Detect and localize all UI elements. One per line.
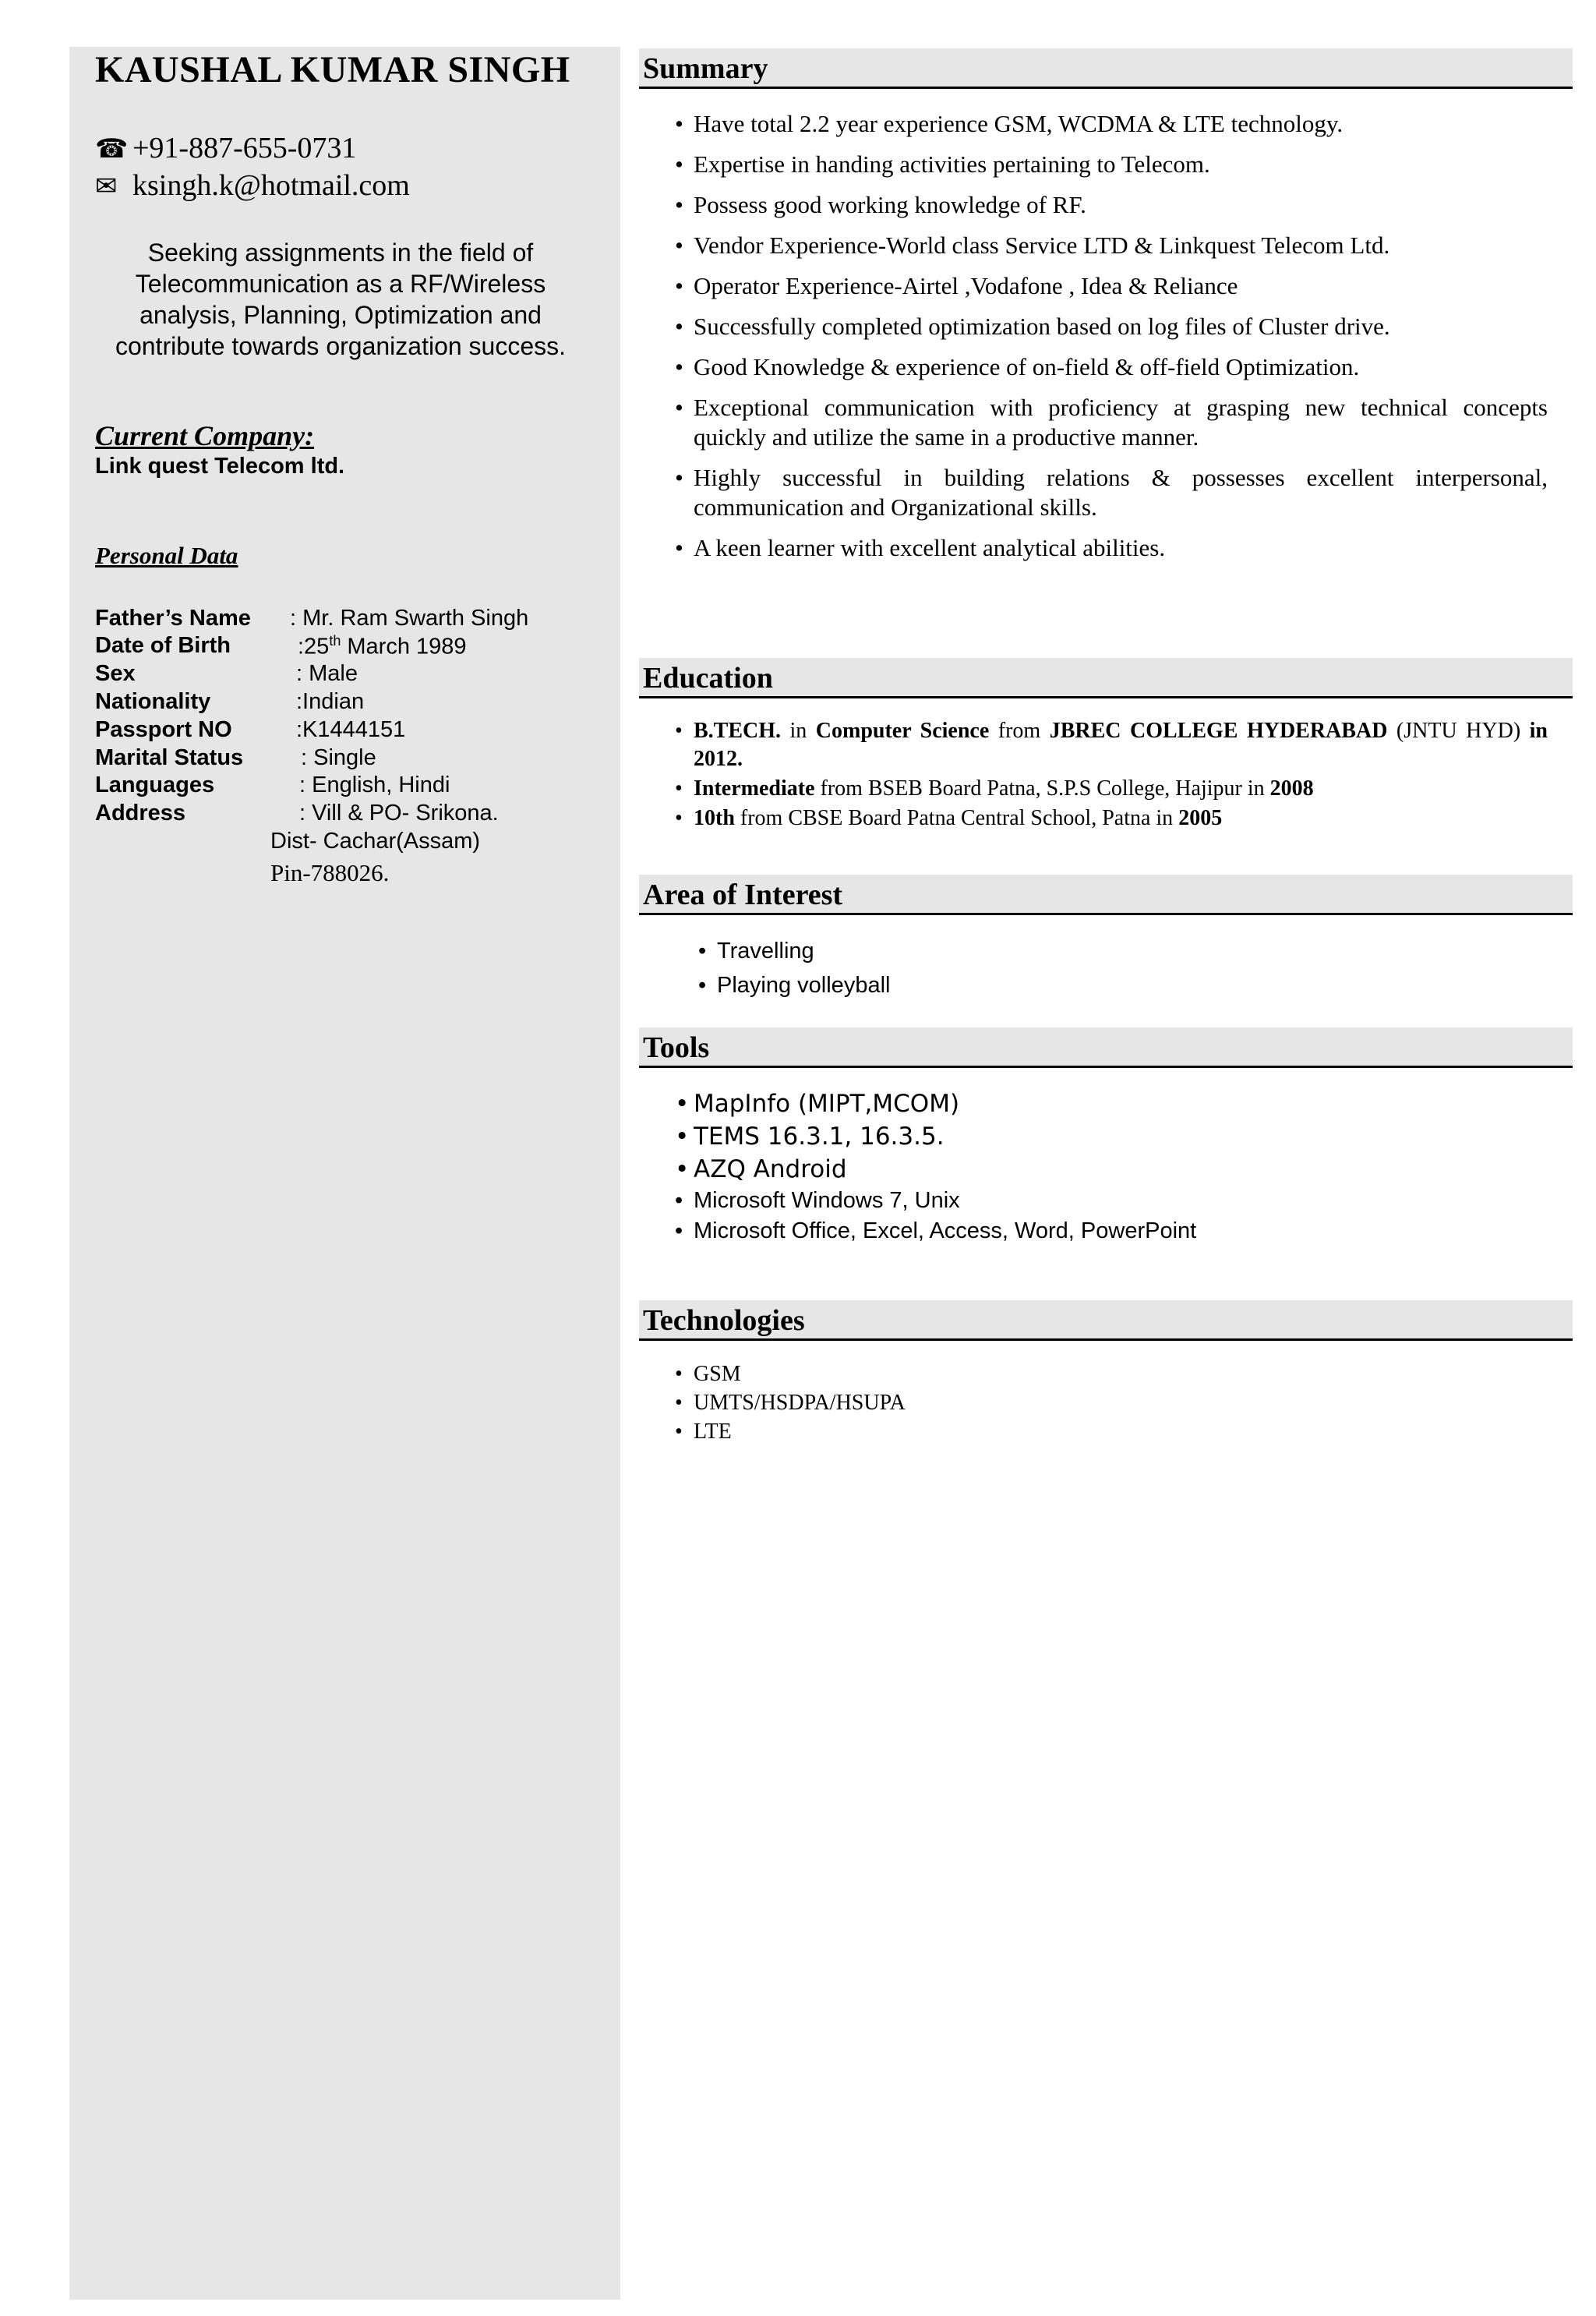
list-item: • Expertise in handing activities pertaining to Telecom. <box>672 150 1548 179</box>
education-item <box>672 775 1548 803</box>
row-label: Languages <box>95 773 215 797</box>
education-heading: Education <box>643 662 773 695</box>
list-item: • AZQ Android <box>672 1153 1196 1186</box>
list-item: • Have total 2.2 year experience GSM, WCDMA & LTE technology. <box>672 109 1548 139</box>
row-value <box>298 633 467 660</box>
education-item <box>672 804 1548 833</box>
tools-heading: Tools <box>643 1031 710 1064</box>
row-value: : Vill & PO- Srikona. <box>299 801 499 826</box>
phone-number: +91-887-655-0731 <box>132 132 357 164</box>
list-item: • LTE <box>672 1417 906 1446</box>
list-item: • Operator Experience-Airtel ,Vodafone , Idea & Reliance <box>672 271 1548 301</box>
list-item: • TEMS 16.3.1, 16.3.5. <box>672 1120 1196 1153</box>
list-item: • Good Knowledge & experience of on-field & off-field Optimization. <box>672 352 1548 382</box>
year: in 2012. <box>694 719 1548 771</box>
row-label: Nationality <box>95 689 211 714</box>
list-item: • MapInfo (MIPT,MCOM) <box>672 1087 1196 1120</box>
row-label: Father’s Name <box>95 606 251 631</box>
list-item: • Travelling <box>695 934 890 968</box>
year: 2008 <box>1269 776 1314 801</box>
technologies-list <box>672 1360 906 1446</box>
dob-rest: March 1989 <box>341 634 467 659</box>
tools-heading-bar <box>639 1027 1573 1068</box>
list-item: • Microsoft Office, Excel, Access, Word, PowerPoint <box>672 1216 1196 1246</box>
current-company-heading: Current Company: <box>95 420 315 451</box>
institution: JBREC COLLEGE HYDERABAD <box>1049 719 1388 743</box>
career-objective: Seeking assignments in the field of Telecommunication as a RF/Wireless analysis, Planning, Optimization and contribute towards organization success. <box>115 239 567 360</box>
candidate-name: KAUSHAL KUMAR SINGH <box>95 49 570 90</box>
summary-heading: Summary <box>643 52 768 85</box>
sidebar <box>69 47 620 2300</box>
row-value: :Indian <box>296 689 365 714</box>
row-value: : Mr. Ram Swarth Singh <box>290 606 529 631</box>
summary-heading-bar <box>639 48 1573 89</box>
list-item: • GSM <box>672 1360 906 1388</box>
list-item: • Highly successful in building relations & possesses excellent interpersonal, communication and Organizational skills. <box>672 463 1548 522</box>
personal-data-heading: Personal Data <box>95 542 238 569</box>
row-label: Address <box>95 801 186 826</box>
field: Computer Science <box>815 719 990 743</box>
current-company-name: Link quest Telecom ltd. <box>95 454 345 479</box>
dob-suffix: th <box>329 633 341 649</box>
list-item: • A keen learner with excellent analytical abilities. <box>672 533 1548 563</box>
phone-line <box>95 131 356 165</box>
row-value: : English, Hindi <box>299 773 450 797</box>
degree: B.TECH. <box>694 719 782 743</box>
degree: 10th <box>694 806 735 830</box>
address-line: Dist- Cachar(Assam) <box>270 829 481 854</box>
education-list <box>672 717 1548 834</box>
edu-text: from <box>989 719 1050 743</box>
education-item <box>672 717 1548 773</box>
edu-text: from CBSE Board Patna Central School, Patna in <box>734 806 1179 830</box>
row-label: Sex <box>95 661 136 686</box>
year: 2005 <box>1178 806 1223 830</box>
list-item: • UMTS/HSDPA/HSUPA <box>672 1388 906 1417</box>
edu-text: from BSEB Board Patna, S.P.S College, Hajipur in <box>814 776 1270 801</box>
row-label: Passport NO <box>95 717 232 742</box>
row-value: :K1444151 <box>296 717 406 742</box>
row-label: Marital Status <box>95 745 244 770</box>
list-item: • Possess good working knowledge of RF. <box>672 190 1548 220</box>
row-label: Date of Birth <box>95 633 231 658</box>
tools-list <box>672 1087 1196 1246</box>
interest-heading: Area of Interest <box>643 879 843 911</box>
list-item: • Successfully completed optimization based on log files of Cluster drive. <box>672 312 1548 341</box>
list-item: • Exceptional communication with proficiency at grasping new technical concepts quickly and utilize the same in a productive manner. <box>672 393 1548 452</box>
address-line: Pin-788026. <box>270 859 390 886</box>
list-item: • Microsoft Windows 7, Unix <box>672 1186 1196 1216</box>
list-item: • Vendor Experience-World class Service LTD & Linkquest Telecom Ltd. <box>672 231 1548 260</box>
dob-day: :25 <box>298 634 330 659</box>
email-line <box>95 168 410 203</box>
technologies-heading: Technologies <box>643 1304 805 1337</box>
list-item: • Playing volleyball <box>695 968 890 1002</box>
edu-text: (JNTU HYD) <box>1387 719 1530 743</box>
row-value: : Male <box>296 661 358 686</box>
row-value: : Single <box>301 745 376 770</box>
education-heading-bar <box>639 658 1573 698</box>
interest-list <box>695 934 890 1002</box>
summary-list <box>672 109 1548 574</box>
envelope-icon: ✉ <box>95 172 118 201</box>
email-address: ksingh.k@hotmail.com <box>132 169 410 202</box>
degree: Intermediate <box>694 776 815 801</box>
edu-text: in <box>781 719 816 743</box>
phone-icon: ☎ <box>95 135 129 164</box>
technologies-heading-bar <box>639 1300 1573 1341</box>
interest-heading-bar <box>639 875 1573 915</box>
